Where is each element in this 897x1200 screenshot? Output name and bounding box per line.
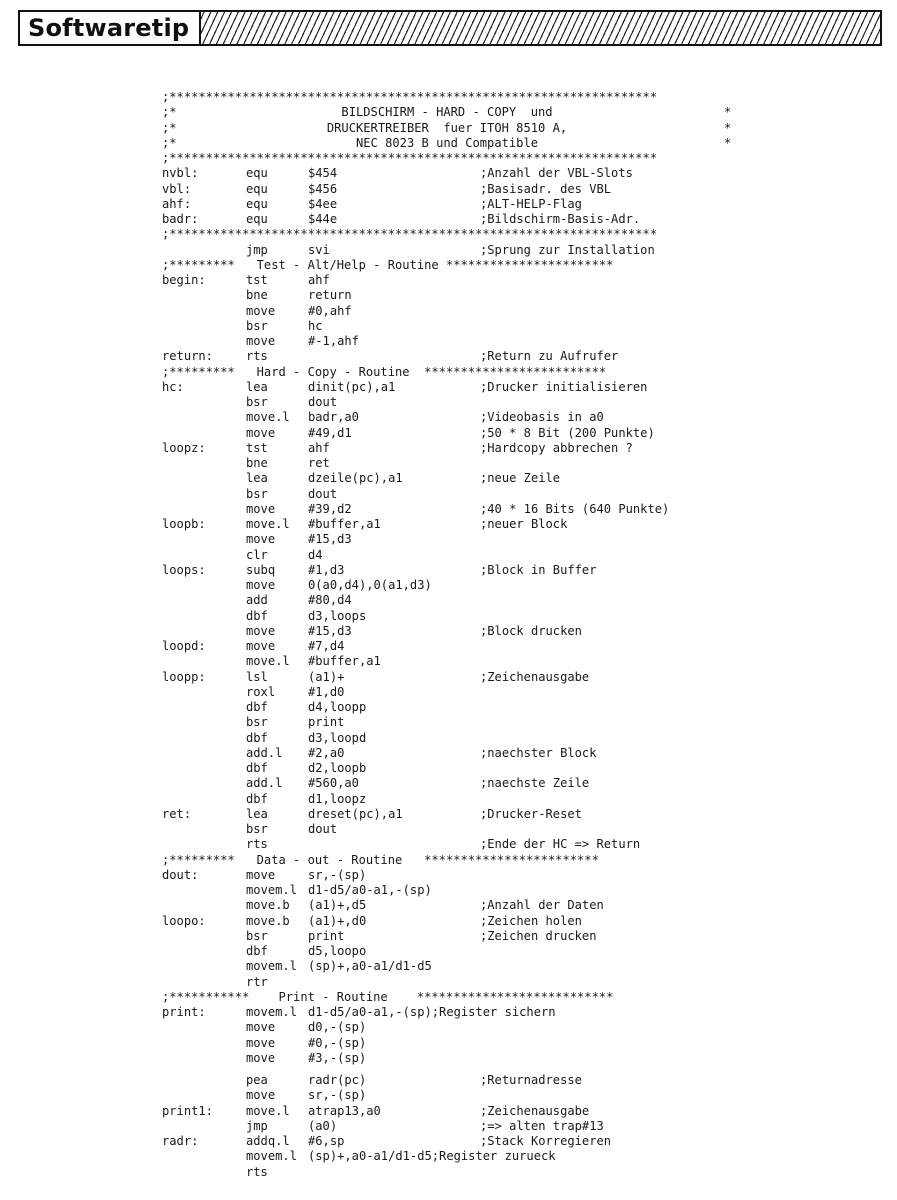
code-line — [162, 883, 742, 898]
separator-line: ;******************************************************************* — [162, 90, 658, 104]
code-opcode: move — [246, 1020, 276, 1035]
box-edge-left: ;* — [162, 120, 177, 135]
heading-text: DRUCKERTREIBER fuer ITOH 8510 A, — [326, 120, 568, 135]
code-opcode: bsr — [246, 822, 268, 836]
code-line — [162, 548, 742, 563]
code-label: loopd: — [162, 639, 206, 653]
code-operand: sr,-(sp) — [308, 867, 367, 882]
box-edge-right: * — [724, 120, 732, 135]
code-line — [162, 456, 742, 471]
code-operand: badr,a0 — [308, 410, 359, 425]
code-line — [162, 1020, 742, 1035]
code-opcode: jmp — [246, 1118, 268, 1133]
box-edge-right: * — [724, 105, 732, 120]
code-operand: sr,-(sp) — [308, 1088, 367, 1103]
code-line — [162, 1066, 742, 1073]
code-comment: ;Zeichenausgabe — [480, 669, 590, 684]
code-line — [162, 166, 742, 181]
section-title: Softwaretip — [20, 12, 201, 44]
code-comment: ;Anzahl der Daten — [480, 898, 604, 913]
code-opcode: rts — [246, 1164, 268, 1179]
code-opcode: equ — [246, 196, 268, 211]
code-operand: ahf — [308, 273, 330, 287]
code-opcode: movem.l — [246, 959, 297, 974]
code-line — [162, 487, 742, 502]
code-line — [162, 822, 742, 837]
code-opcode: lea — [246, 471, 268, 486]
code-operand: #buffer,a1 — [308, 654, 381, 669]
code-line — [162, 334, 742, 349]
code-operand: d1-d5/a0-a1,-(sp) — [308, 883, 432, 897]
code-opcode: lea — [246, 806, 268, 821]
code-line — [162, 1104, 742, 1119]
code-line — [162, 1005, 742, 1020]
code-line — [162, 746, 742, 761]
code-line — [162, 1073, 742, 1088]
box-edge-left: ;* — [162, 135, 177, 150]
code-operand: (a1)+,d5 — [308, 898, 367, 913]
code-operand: $4ee — [308, 196, 338, 211]
code-label: loops: — [162, 562, 206, 577]
code-opcode: lsl — [246, 669, 268, 684]
code-comment: ;Drucker initialisieren — [480, 379, 648, 394]
code-operand: d3,loopd — [308, 730, 367, 745]
code-opcode: subq — [246, 562, 276, 577]
code-line — [162, 136, 742, 151]
code-line — [162, 243, 742, 258]
code-operand: (a0) — [308, 1118, 338, 1133]
heading-text: BILDSCHIRM - HARD - COPY und — [341, 105, 553, 120]
code-operand: #7,d4 — [308, 639, 345, 653]
code-operand: $44e — [308, 212, 338, 226]
code-line — [162, 288, 742, 303]
code-comment: ;Zeichen holen — [480, 913, 582, 928]
code-comment: ;neuer Block — [480, 517, 568, 531]
code-line — [162, 227, 742, 242]
code-operand: #15,d3 — [308, 623, 352, 638]
code-label: ahf: — [162, 196, 192, 211]
code-line — [162, 105, 742, 120]
code-operand: d1-d5/a0-a1,-(sp);Register sichern — [308, 1005, 556, 1019]
code-opcode: move.l — [246, 1103, 290, 1118]
separator-line: ;*********** Print - Routine *************************** — [162, 989, 614, 1004]
code-operand: d1,loopz — [308, 791, 367, 806]
code-line — [162, 349, 742, 364]
code-comment: ;Zeichenausgabe — [480, 1103, 590, 1118]
code-operand: $454 — [308, 166, 338, 181]
code-operand: dout — [308, 486, 338, 501]
code-operand: dout — [308, 395, 338, 409]
code-label: radr: — [162, 1134, 199, 1148]
code-opcode: add.l — [246, 745, 283, 760]
code-label: print1: — [162, 1103, 213, 1118]
heading-text: NEC 8023 B und Compatible — [355, 135, 539, 150]
code-label: vbl: — [162, 181, 192, 196]
code-line — [162, 898, 742, 913]
code-operand: $456 — [308, 181, 338, 196]
code-operand: #3,-(sp) — [308, 1050, 367, 1065]
code-operand: dout — [308, 822, 338, 836]
code-opcode: move — [246, 623, 276, 638]
code-comment: ;Returnadresse — [480, 1073, 582, 1087]
code-line — [162, 1149, 742, 1164]
code-operand: (sp)+,a0-a1/d1-d5 — [308, 959, 432, 974]
code-label: badr: — [162, 212, 199, 226]
assembly-listing — [162, 90, 742, 1180]
code-label: nvbl: — [162, 166, 199, 181]
code-opcode: add.l — [246, 776, 283, 791]
code-operand: d3,loops — [308, 608, 367, 623]
code-operand: dinit(pc),a1 — [308, 379, 396, 394]
code-opcode: bsr — [246, 715, 268, 730]
code-opcode: pea — [246, 1073, 268, 1087]
code-operand: #15,d3 — [308, 532, 352, 547]
code-operand: #560,a0 — [308, 776, 359, 791]
code-opcode: addq.l — [246, 1134, 290, 1148]
code-label: loopz: — [162, 440, 206, 455]
code-line — [162, 90, 742, 105]
code-comment: ;=> alten trap#13 — [480, 1118, 604, 1133]
code-line — [162, 731, 742, 746]
code-line — [162, 959, 742, 974]
code-operand: d4,loopp — [308, 700, 367, 714]
code-opcode: move — [246, 1035, 276, 1050]
code-line — [162, 837, 742, 852]
code-operand: svi — [308, 242, 330, 257]
code-operand: d0,-(sp) — [308, 1020, 367, 1035]
code-label: hc: — [162, 379, 184, 394]
code-label: return: — [162, 349, 213, 364]
code-line — [162, 471, 742, 486]
code-opcode: movem.l — [246, 883, 297, 897]
code-line — [162, 273, 742, 288]
code-opcode: dbf — [246, 761, 268, 775]
code-comment: ;Bildschirm-Basis-Adr. — [480, 212, 641, 226]
code-line — [162, 182, 742, 197]
code-comment: ;Block in Buffer — [480, 562, 597, 577]
code-operand: (a1)+ — [308, 669, 345, 684]
code-operand: d2,loopb — [308, 761, 367, 775]
code-operand: #-1,ahf — [308, 334, 359, 348]
code-opcode: move — [246, 639, 276, 653]
code-comment: ;Zeichen drucken — [480, 928, 597, 943]
code-line — [162, 121, 742, 136]
code-comment: ;Ende der HC => Return — [480, 837, 641, 852]
code-line — [162, 990, 742, 1005]
code-opcode: dbf — [246, 944, 268, 958]
code-comment: ;Anzahl der VBL-Slots — [480, 166, 633, 181]
code-opcode: move — [246, 501, 276, 516]
code-label: begin: — [162, 273, 206, 287]
code-label: loopb: — [162, 517, 206, 531]
code-opcode: move — [246, 425, 276, 440]
section-header — [18, 10, 882, 46]
code-comment: ;naechster Block — [480, 745, 597, 760]
code-operand: #1,d0 — [308, 684, 345, 699]
code-line — [162, 685, 742, 700]
code-opcode: move — [246, 1088, 276, 1103]
code-operand: print — [308, 928, 345, 943]
code-operand: dzeile(pc),a1 — [308, 471, 403, 486]
code-comment: ;neue Zeile — [480, 471, 561, 486]
code-operand: d5,loopo — [308, 944, 367, 958]
code-line — [162, 609, 742, 624]
code-operand: ret — [308, 456, 330, 470]
separator-line: ;********* Hard - Copy - Routine ************************* — [162, 364, 607, 379]
code-label: print: — [162, 1005, 206, 1019]
code-line — [162, 868, 742, 883]
code-operand: #6,sp — [308, 1134, 345, 1148]
code-opcode: movem.l — [246, 1005, 297, 1019]
code-comment: ;Return zu Aufrufer — [480, 349, 619, 364]
code-line — [162, 1051, 742, 1066]
code-operand: dreset(pc),a1 — [308, 806, 403, 821]
code-opcode: movem.l — [246, 1149, 297, 1164]
code-opcode: tst — [246, 440, 268, 455]
code-opcode: bsr — [246, 318, 268, 333]
separator-line: ;********* Data - out - Routine ************************ — [162, 852, 599, 867]
code-operand: atrap13,a0 — [308, 1103, 381, 1118]
code-comment: ;50 * 8 Bit (200 Punkte) — [480, 425, 655, 440]
code-opcode: equ — [246, 181, 268, 196]
code-opcode: move.l — [246, 410, 290, 425]
code-line — [162, 853, 742, 868]
code-operand: #2,a0 — [308, 745, 345, 760]
code-line — [162, 532, 742, 547]
code-comment: ;Drucker-Reset — [480, 806, 582, 821]
code-operand: print — [308, 715, 345, 730]
code-line — [162, 639, 742, 654]
code-opcode: lea — [246, 379, 268, 394]
code-comment: ;naechste Zeile — [480, 776, 590, 791]
code-comment: ;Videobasis in a0 — [480, 410, 604, 425]
code-opcode: rtr — [246, 974, 268, 989]
code-operand: 0(a0,d4),0(a1,d3) — [308, 578, 432, 592]
code-line — [162, 319, 742, 334]
code-opcode: bsr — [246, 395, 268, 409]
code-opcode: move — [246, 578, 276, 592]
code-line — [162, 197, 742, 212]
code-operand: #80,d4 — [308, 593, 352, 608]
code-operand: #buffer,a1 — [308, 517, 381, 531]
code-line — [162, 563, 742, 578]
code-line — [162, 715, 742, 730]
code-line — [162, 776, 742, 791]
code-comment: ;Basisadr. des VBL — [480, 181, 612, 196]
code-line — [162, 792, 742, 807]
code-comment: ;Stack Korregieren — [480, 1134, 612, 1148]
code-opcode: move — [246, 334, 276, 348]
code-comment: ;ALT-HELP-Flag — [480, 196, 582, 211]
code-opcode: move — [246, 1050, 276, 1065]
code-label: ret: — [162, 806, 192, 821]
code-opcode: bne — [246, 288, 268, 303]
code-opcode: jmp — [246, 242, 268, 257]
code-opcode: move.l — [246, 654, 290, 669]
code-line — [162, 593, 742, 608]
code-comment: ;Hardcopy abbrechen ? — [480, 440, 633, 455]
code-opcode: tst — [246, 273, 268, 287]
code-comment: ;Sprung zur Installation — [480, 242, 655, 257]
code-line — [162, 807, 742, 822]
code-operand: d4 — [308, 547, 323, 562]
code-label: dout: — [162, 867, 199, 882]
code-line — [162, 929, 742, 944]
code-opcode: move — [246, 303, 276, 318]
code-operand: (sp)+,a0-a1/d1-d5;Register zurueck — [308, 1149, 556, 1164]
code-operand: #0,ahf — [308, 303, 352, 318]
box-edge-left: ;* — [162, 105, 177, 120]
code-line — [162, 517, 742, 532]
code-opcode: dbf — [246, 791, 268, 806]
code-line — [162, 670, 742, 685]
code-opcode: move — [246, 532, 276, 547]
code-opcode: add — [246, 593, 268, 608]
code-operand: hc — [308, 318, 323, 333]
code-operand: ahf — [308, 440, 330, 455]
code-comment: ;40 * 16 Bits (640 Punkte) — [480, 501, 670, 516]
code-operand: #39,d2 — [308, 501, 352, 516]
code-opcode: bsr — [246, 928, 268, 943]
code-opcode: equ — [246, 212, 268, 226]
code-opcode: bne — [246, 456, 268, 470]
code-opcode: move.l — [246, 517, 290, 531]
code-opcode: move.b — [246, 913, 290, 928]
code-line — [162, 426, 742, 441]
code-operand: #1,d3 — [308, 562, 345, 577]
code-line — [162, 700, 742, 715]
code-line — [162, 441, 742, 456]
code-line — [162, 151, 742, 166]
code-opcode: clr — [246, 547, 268, 562]
code-line — [162, 502, 742, 517]
separator-line: ;******************************************************************* — [162, 151, 658, 165]
code-line — [162, 578, 742, 593]
code-line — [162, 1036, 742, 1051]
code-label: loopo: — [162, 913, 206, 928]
code-line — [162, 212, 742, 227]
box-edge-right: * — [724, 135, 732, 150]
code-line — [162, 1165, 742, 1180]
code-opcode: move — [246, 867, 276, 882]
code-opcode: dbf — [246, 700, 268, 714]
code-line — [162, 1134, 742, 1149]
code-line — [162, 304, 742, 319]
code-opcode: roxl — [246, 684, 276, 699]
code-operand: (a1)+,d0 — [308, 913, 367, 928]
code-opcode: dbf — [246, 730, 268, 745]
code-line — [162, 624, 742, 639]
code-line — [162, 975, 742, 990]
code-comment: ;Block drucken — [480, 623, 582, 638]
code-label: loopp: — [162, 669, 206, 684]
code-line — [162, 1088, 742, 1103]
code-operand: #0,-(sp) — [308, 1035, 367, 1050]
code-opcode: rts — [246, 837, 268, 852]
code-line — [162, 654, 742, 669]
code-opcode: bsr — [246, 486, 268, 501]
code-line — [162, 410, 742, 425]
code-line — [162, 258, 742, 273]
code-opcode: equ — [246, 166, 268, 181]
code-opcode: dbf — [246, 608, 268, 623]
code-line — [162, 380, 742, 395]
code-line — [162, 365, 742, 380]
code-line — [162, 944, 742, 959]
code-line — [162, 1119, 742, 1134]
code-line — [162, 914, 742, 929]
separator-line: ;********* Test - Alt/Help - Routine *********************** — [162, 257, 614, 272]
code-opcode: move.b — [246, 898, 290, 913]
code-operand: return — [308, 288, 352, 303]
code-operand: #49,d1 — [308, 425, 352, 440]
code-line — [162, 395, 742, 410]
code-opcode: rts — [246, 349, 268, 364]
code-line — [162, 761, 742, 776]
separator-line: ;******************************************************************* — [162, 227, 658, 242]
code-operand: radr(pc) — [308, 1073, 367, 1087]
